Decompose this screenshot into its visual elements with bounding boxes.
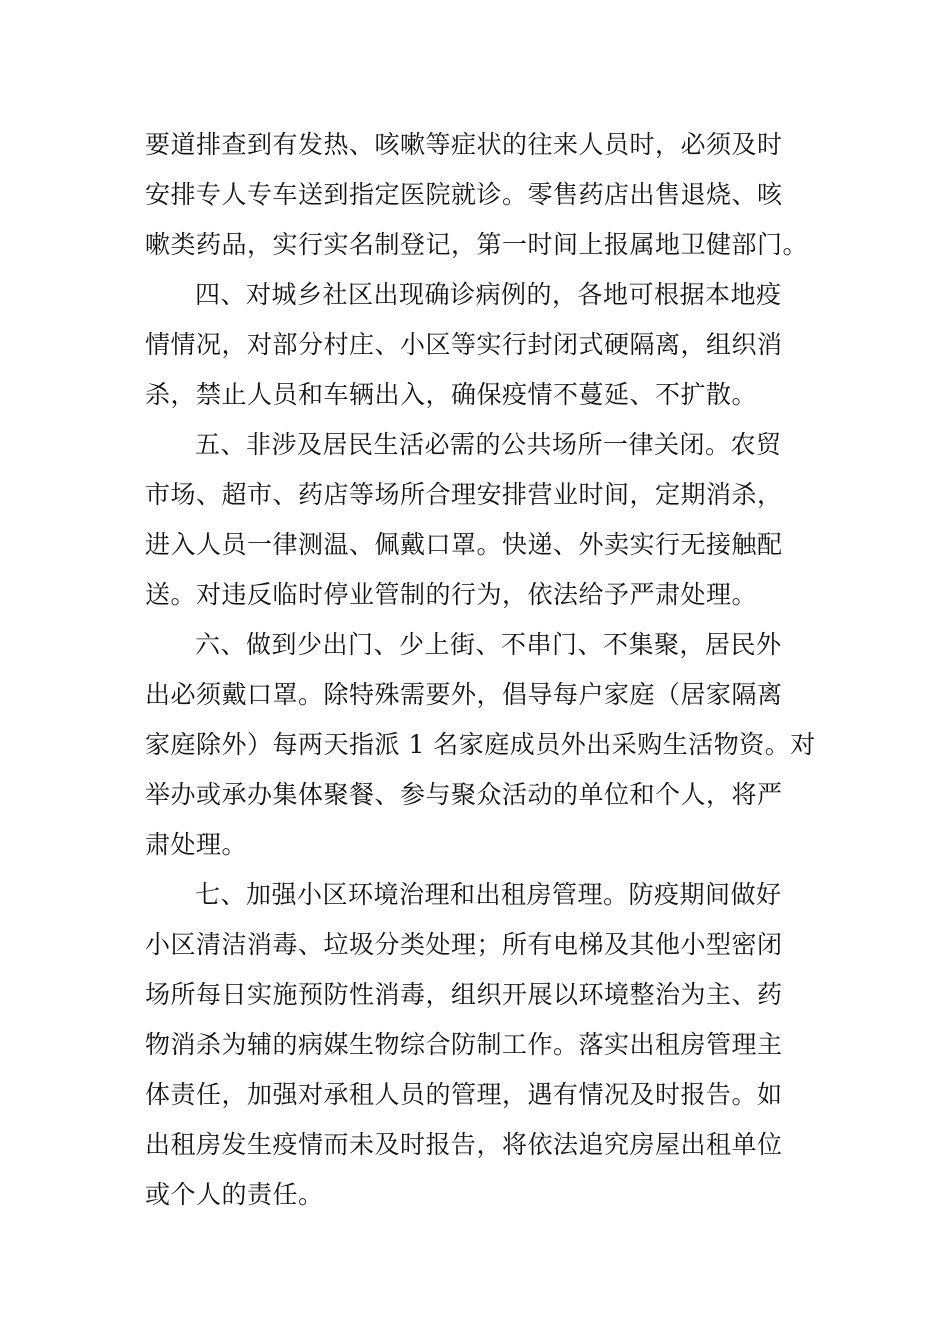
text-line: 进入人员一律测温、佩戴口罩。快递、外卖实行无接触配 (145, 530, 783, 559)
text-line: 小区清洁消毒、垃圾分类处理；所有电梯及其他小型密闭 (145, 930, 783, 959)
text-line: 或个人的责任。 (145, 1180, 324, 1209)
text-line: 杀，禁止人员和车辆出入，确保疫情不蔓延、不扩散。 (145, 380, 758, 409)
text-line: 物消杀为辅的病媒生物综合防制工作。落实出租房管理主 (145, 1030, 783, 1059)
text-line: 场所每日实施预防性消毒，组织开展以环境整治为主、药 (145, 980, 783, 1009)
text-line: 要道排查到有发热、咳嗽等症状的往来人员时，必须及时 (145, 130, 783, 159)
text-line: 出租房发生疫情而未及时报告，将依法追究房屋出租单位 (145, 1130, 783, 1159)
text-line: 市场、超市、药店等场所合理安排营业时间，定期消杀， (145, 480, 783, 509)
paragraph-four-start: 四、对城乡社区出现确诊病例的，各地可根据本地疫 (195, 280, 782, 309)
document-body (145, 120, 825, 1220)
paragraph-six-start: 六、做到少出门、少上街、不串门、不集聚，居民外 (195, 630, 782, 659)
text-line: 情情况，对部分村庄、小区等实行封闭式硬隔离，组织消 (145, 330, 783, 359)
text-line: 安排专人专车送到指定医院就诊。零售药店出售退烧、咳 (145, 180, 783, 209)
paragraph-five-start: 五、非涉及居民生活必需的公共场所一律关闭。农贸 (195, 430, 782, 459)
text-line: 出必须戴口罩。除特殊需要外，倡导每户家庭（居家隔离 (145, 680, 783, 709)
text-line: 举办或承办集体聚餐、参与聚众活动的单位和个人，将严 (145, 780, 783, 809)
text-line: 体责任，加强对承租人员的管理，遇有情况及时报告。如 (145, 1080, 783, 1109)
paragraph-seven-start: 七、加强小区环境治理和出租房管理。防疫期间做好 (195, 880, 782, 909)
text-line: 送。对违反临时停业管制的行为，依法给予严肃处理。 (145, 580, 758, 609)
text-line: 嗽类药品，实行实名制登记，第一时间上报属地卫健部门。 (145, 230, 809, 259)
text-line: 家庭除外）每两天指派 1 名家庭成员外出采购生活物资。对 (145, 730, 816, 759)
text-line: 肃处理。 (145, 830, 248, 859)
